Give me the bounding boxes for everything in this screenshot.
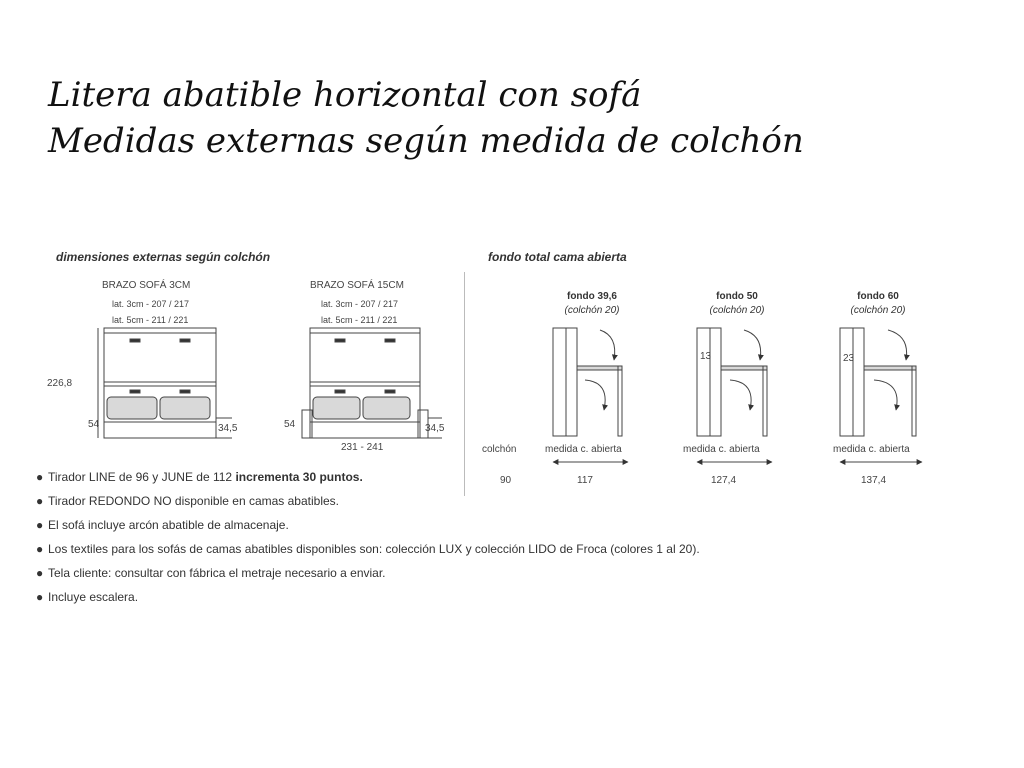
fondo-3-label: fondo 60 — [857, 291, 899, 302]
bullet-icon: ● — [36, 494, 44, 508]
front-view-brazo-3cm — [98, 328, 232, 438]
height-label: 226,8 — [47, 378, 73, 389]
note-item: ● El sofá incluye arcón abatible de almacenaje. — [36, 518, 289, 532]
note-item: ● Tirador LINE de 96 y JUNE de 112 incrementa 30 puntos. — [36, 470, 363, 484]
left-section-heading: dimensiones externas según colchón — [56, 250, 271, 264]
medida-1-value: 117 — [577, 475, 593, 486]
bullet-icon: ● — [36, 590, 44, 604]
colchon-value: 90 — [500, 475, 512, 486]
medida-3-label: medida c. abierta — [833, 444, 910, 455]
note-item: ● Los textiles para los sofás de camas abatibles disponibles son: colección LUX y colección LIDO de Froca (colores 1 al 20). — [36, 542, 700, 556]
arm-height-label-1: 34,5 — [218, 423, 238, 434]
fondo-3-colchon: (colchón 20) — [850, 305, 906, 316]
side-label-3: 23 — [843, 353, 855, 364]
note-item: ● Tela cliente: consultar con fábrica el metraje necesario a enviar. — [36, 566, 386, 580]
bullet-icon: ● — [36, 542, 44, 556]
seat-height-label-1: 54 — [88, 419, 100, 430]
medida-3-value: 137,4 — [861, 475, 887, 486]
arm-height-label-2: 34,5 — [425, 423, 445, 434]
side-view-fondo-39-6 — [553, 328, 628, 462]
side-view-fondo-50 — [697, 328, 772, 462]
title-line-1: Litera abatible horizontal con sofá — [48, 75, 642, 115]
right-section-heading: fondo total cama abierta — [488, 250, 627, 264]
side-label-2: 13 — [700, 351, 712, 362]
bullet-icon: ● — [36, 470, 44, 484]
medida-1-label: medida c. abierta — [545, 444, 622, 455]
variant-1-lat5: lat. 5cm - 211 / 221 — [112, 315, 189, 325]
notes-list — [36, 469, 836, 613]
title-line-2: Medidas externas según medida de colchón — [48, 121, 804, 161]
note-item: ● Tirador REDONDO NO disponible en camas abatibles. — [36, 494, 340, 508]
medida-2-label: medida c. abierta — [683, 444, 760, 455]
width-label: 231 - 241 — [341, 442, 384, 453]
note-item: ● Incluye escalera. — [36, 590, 139, 604]
fondo-1-label: fondo 39,6 — [566, 291, 617, 302]
variant-1-name: BRAZO SOFÁ 3CM — [102, 280, 191, 291]
variant-2-name: BRAZO SOFÁ 15CM — [310, 280, 404, 291]
variant-2-lat3: lat. 3cm - 207 / 217 — [321, 299, 399, 309]
bullet-icon: ● — [36, 566, 44, 580]
medida-2-value: 127,4 — [711, 475, 737, 486]
variant-1-lat3: lat. 3cm - 207 / 217 — [112, 299, 190, 309]
front-view-brazo-15cm — [302, 328, 445, 438]
bullet-icon: ● — [36, 518, 44, 532]
seat-height-label-2: 54 — [284, 419, 296, 430]
fondo-2-colchon: (colchón 20) — [709, 305, 765, 316]
fondo-2-label: fondo 50 — [716, 291, 758, 302]
fondo-1-colchon: (colchón 20) — [564, 305, 620, 316]
variant-2-lat5: lat. 5cm - 211 / 221 — [321, 315, 398, 325]
colchon-header: colchón — [482, 444, 517, 455]
side-view-fondo-60 — [840, 328, 922, 462]
